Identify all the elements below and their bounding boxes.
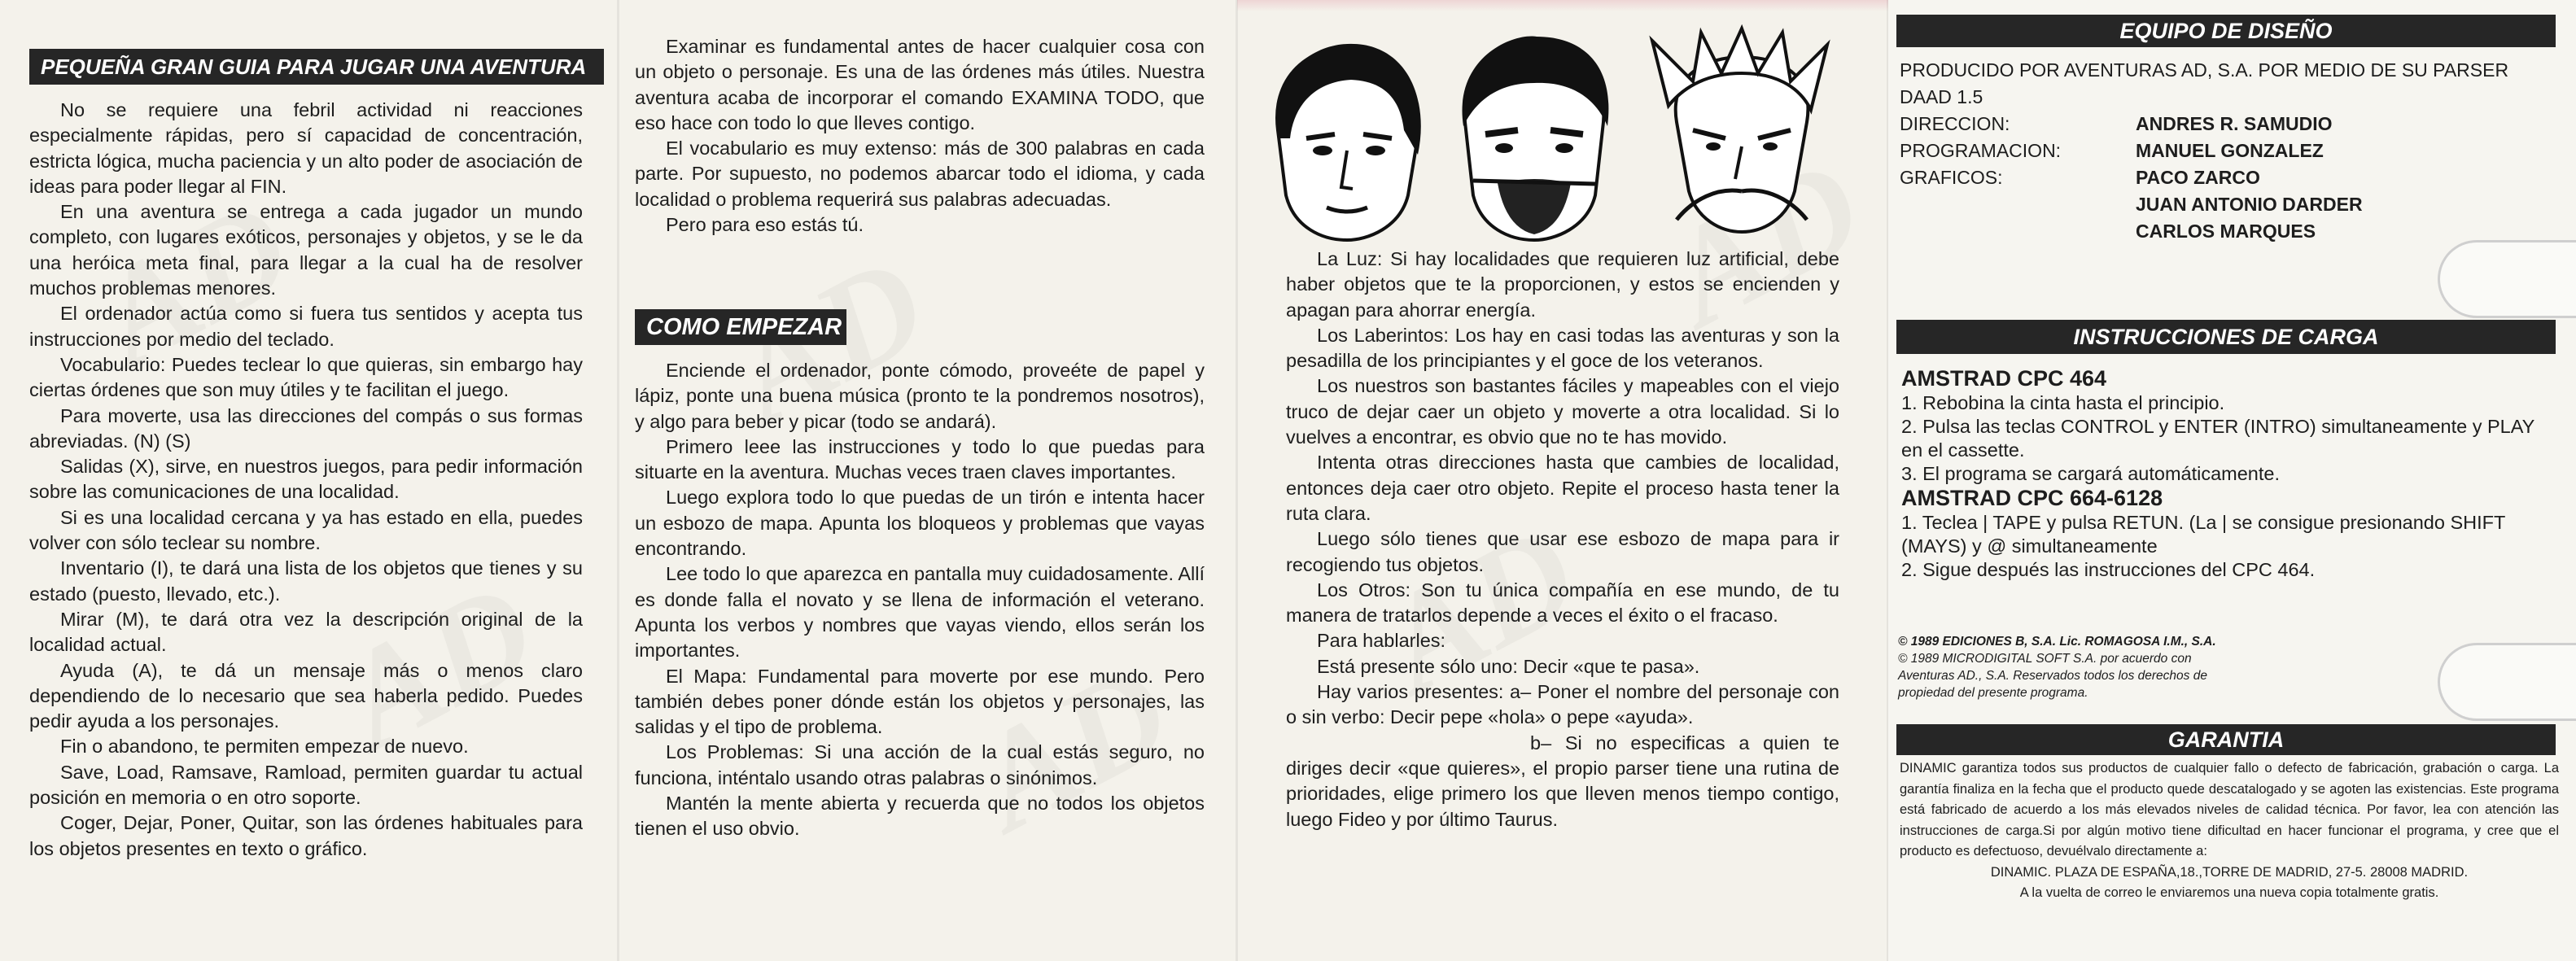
- copyright-line: Aventuras AD., S.A. Reservados todos los derechos de: [1898, 669, 2207, 683]
- tips-paragraph: Para hablarles:: [1317, 630, 1446, 652]
- character-portrait-icon: [1441, 33, 1628, 244]
- credit-value: JUAN ANTONIO DARDER: [2136, 194, 2363, 215]
- start-paragraph: Luego explora todo lo que puedas de un tirón e intenta hacer un esbozo de mapa. Apunta los bloqueos y problemas que vayas encontrando.: [635, 487, 1205, 560]
- guide-paragraph: No se requiere una febril actividad ni reacciones especialmente rápidas, pero sí capacidad de concentración, estricta lógica, mucha paciencia y un alto poder de asociación de ideas para poder llegar al FIN.: [29, 99, 583, 197]
- warranty-text: DINAMIC garantiza todos sus productos de cualquier fallo o defecto de fabricación, grabación o carga. La garantía finaliza en la fecha que el producto quede descatalogado y se agoten las existencias. Este programa está fabricado de acuerdo a los más elevados niveles de calidad técnica. Por favor, lea con atención las instrucciones de carga.Si por algún motivo tiene dificultad en hacer funcionar el programa, y cree que el producto es defectuoso, devuélvalo directamente a:: [1900, 761, 2559, 858]
- tips-paragraph: Los Laberintos: Los hay en casi todas las aventuras y son la pesadilla de los principiantes y el goce de los veteranos.: [1286, 324, 1839, 372]
- credit-value: CARLOS MARQUES: [2136, 221, 2316, 242]
- examine-body: [635, 34, 1205, 238]
- credit-row: [1900, 191, 2559, 218]
- tips-paragraph: Hay varios presentes: a– Poner el nombre del personaje con o sin verbo: Decir pepe «hola» o pepe «ayuda».: [1286, 681, 1839, 728]
- guide-title: PEQUEÑA GRAN GUIA PARA JUGAR UNA AVENTURA: [29, 49, 604, 85]
- credit-value: ANDRES R. SAMUDIO: [2136, 113, 2333, 134]
- tips-paragraph: b– Si no especificas a quien te diriges decir «que quieres», el propio parser tiene una rutina de prioridades, elige primero los que lleven menos tiempo contigo, luego Fideo y por último Taurus.: [1286, 732, 1839, 830]
- start-title: COMO EMPEZAR: [635, 309, 846, 345]
- load-instructions: [1901, 366, 2557, 582]
- character-portrait-icon: [1644, 24, 1839, 244]
- guide-paragraph: Salidas (X), sirve, en nuestros juegos, para pedir información sobre las comunicaciones de una localidad.: [29, 456, 583, 503]
- warranty-title: GARANTIA: [1896, 724, 2556, 755]
- tips-paragraph: Luego sólo tienes que usar ese esbozo de mapa para ir recogiendo tus objetos.: [1286, 528, 1839, 575]
- tips-paragraph: Los nuestros son bastantes fáciles y mapeables con el viejo truco de dejar caer un objeto y moverte a otra localidad. Si lo vuelves a encontrar, es obvio que no te has movido.: [1286, 375, 1839, 448]
- cpc6128-step: 2. Sigue después las instrucciones del CPC 464.: [1901, 559, 2316, 580]
- guide-paragraph: El ordenador actúa como si fuera tus sentidos y acepta tus instrucciones por medio del teclado.: [29, 303, 583, 350]
- cpc464-step: 3. El programa se cargará automáticamente.: [1901, 463, 2281, 484]
- guide-paragraph: Inventario (I), te dará una lista de los objetos que tienes y su estado (puesto, llevado, etc.).: [29, 557, 583, 605]
- credit-label: [1900, 191, 2136, 218]
- team-title: EQUIPO DE DISEÑO: [1896, 15, 2556, 47]
- start-paragraph: Mantén la mente abierta y recuerda que no todos los objetos tienen el uso obvio.: [635, 793, 1205, 840]
- start-paragraph: Primero leee las instrucciones y todo lo que puedas para situarte en la aventura. Muchas veces traen claves importantes.: [635, 435, 1205, 483]
- column-guide: [0, 0, 619, 961]
- warranty-return: A la vuelta de correo le enviaremos una nueva copia totalmente gratis.: [2019, 885, 2439, 900]
- examine-paragraph: Pero para eso estás tú.: [666, 214, 864, 236]
- column-tips: [1237, 0, 1888, 961]
- tips-paragraph: La Luz: Si hay localidades que requieren luz artificial, debe haber objetos que te la proporcionen, y estos se encienden y apagan para ahorrar energía.: [1286, 248, 1839, 321]
- guide-paragraph: Ayuda (A), te dá un mensaje más o menos claro dependiendo de lo necesario que sea haberla pedido. Puedes pedir ayuda a los personajes.: [29, 659, 583, 732]
- tuck-tab-slot: [2438, 240, 2576, 318]
- credit-row: [1900, 111, 2559, 138]
- start-body: [635, 358, 1205, 842]
- character-portrait-icon: [1262, 33, 1432, 244]
- start-paragraph: Enciende el ordenador, ponte cómodo, proveéte de papel y lápiz, ponte una buena música (pronto te la pondremos nosotros), y algo para beber y picar (todo se andará).: [635, 360, 1205, 432]
- cpc464-title: AMSTRAD CPC 464: [1901, 366, 2107, 391]
- copyright-line: © 1989 EDICIONES B, S.A. Lic. ROMAGOSA I.M., S.A.: [1898, 635, 2216, 649]
- cpc464-step: 1. Rebobina la cinta hasta el principio.: [1901, 392, 2225, 413]
- guide-paragraph: Mirar (M), te dará otra vez la descripción original de la localidad actual.: [29, 608, 583, 656]
- start-paragraph: Los Problemas: Si una acción de la cual estás seguro, no funciona, inténtalo usando otras palabras o sinónimos.: [635, 741, 1205, 788]
- credit-label: DIRECCION:: [1900, 113, 2010, 134]
- load-title: INSTRUCCIONES DE CARGA: [1896, 320, 2556, 354]
- guide-paragraph: Fin o abandono, te permiten empezar de nuevo.: [60, 736, 469, 758]
- credit-label: [1900, 218, 2136, 245]
- guide-paragraph: Para moverte, usa las direcciones del compás o sus formas abreviadas. (N) (S): [29, 404, 583, 452]
- guide-body: [29, 98, 583, 862]
- credit-row: [1900, 138, 2559, 164]
- start-paragraph: Lee todo lo que aparezca en pantalla muy cuidadosamente. Allí es donde falla el novato y se llena de información el veterano. Apunta los verbos y nombres que vayas viendo, ellos serán los importantes.: [635, 563, 1205, 662]
- credit-label: GRAFICOS:: [1900, 167, 2003, 188]
- tips-paragraph: Intenta otras direcciones hasta que cambies de localidad, entonces deja caer otro objeto. Repite el proceso hasta tener la ruta clara.: [1286, 452, 1839, 524]
- warranty-address: DINAMIC. PLAZA DE ESPAÑA,18.,TORRE DE MADRID, 27-5. 28008 MADRID.: [1990, 864, 2469, 880]
- tips-paragraph: Está presente sólo uno: Decir «que te pasa».: [1317, 655, 1700, 677]
- warranty-block: [1900, 758, 2559, 904]
- guide-paragraph: Save, Load, Ramsave, Ramload, permiten guardar tu actual posición en memoria o en otro soporte.: [29, 761, 583, 809]
- cpc6128-title: AMSTRAD CPC 664-6128: [1901, 486, 2163, 510]
- examine-paragraph: Examinar es fundamental antes de hacer cualquier cosa con un objeto o personaje. Es una de las órdenes más útiles. Nuestra aventura acaba de incorporar el comando EXAMINA TODO, que eso hace con todo lo que lleves contigo.: [635, 36, 1205, 133]
- column-credits: [1888, 0, 2576, 961]
- guide-paragraph: Coger, Dejar, Poner, Quitar, son las órdenes habituales para los objetos presentes en texto o gráfico.: [29, 812, 583, 859]
- copyright-block: [1898, 633, 2354, 701]
- start-paragraph: El Mapa: Fundamental para moverte por ese mundo. Pero también debes poner dónde están los objetos y personajes, las salidas y el tipo de problema.: [635, 665, 1205, 738]
- guide-paragraph: Vocabulario: Puedes teclear lo que quieras, sin embargo hay ciertas órdenes que son muy útiles y te facilitan el juego.: [29, 353, 583, 401]
- credit-value: PACO ZARCO: [2136, 167, 2260, 188]
- guide-paragraph: En una aventura se entrega a cada jugador un mundo completo, con lugares exóticos, personajes y objetos, y se le da una heróica meta final, para llegar a la cual ha de resolver muchos problemas menores.: [29, 201, 583, 299]
- tuck-tab-slot: [2438, 643, 2576, 721]
- cpc6128-step: 1. Teclea | TAPE y pulsa RETUN. (La | se consigue presionando SHIFT (MAYS) y @ simultaneamente: [1901, 512, 2505, 557]
- tips-body: [1286, 247, 1839, 832]
- column-start: [619, 0, 1237, 961]
- copyright-line: © 1989 MICRODIGITAL SOFT S.A. por acuerdo con: [1898, 652, 2192, 666]
- credit-row: [1900, 218, 2559, 245]
- tips-paragraph: Los Otros: Son tu única compañía en ese mundo, de tu manera de tratarlos depende a veces el éxito o el fracaso.: [1286, 579, 1839, 627]
- produced-by: PRODUCIDO POR AVENTURAS AD, S.A. POR MEDIO DE SU PARSER DAAD 1.5: [1900, 59, 2509, 107]
- credits-block: [1900, 57, 2559, 245]
- guide-paragraph: Si es una localidad cercana y ya has estado en ella, puedes volver con sólo teclear su nombre.: [29, 506, 583, 554]
- credit-value: MANUEL GONZALEZ: [2136, 140, 2324, 161]
- credit-row: [1900, 164, 2559, 191]
- copyright-line: propiedad del presente programa.: [1898, 686, 2088, 700]
- credit-label: PROGRAMACION:: [1900, 140, 2062, 161]
- examine-paragraph: El vocabulario es muy extenso: más de 300 palabras en cada parte. Por supuesto, no podemos abarcar todo el idioma, y cada localidad o problema requerirá sus palabras adecuadas.: [635, 138, 1205, 210]
- cpc464-step: 2. Pulsa las teclas CONTROL y ENTER (INTRO) simultaneamente y PLAY en el cassette.: [1901, 416, 2534, 461]
